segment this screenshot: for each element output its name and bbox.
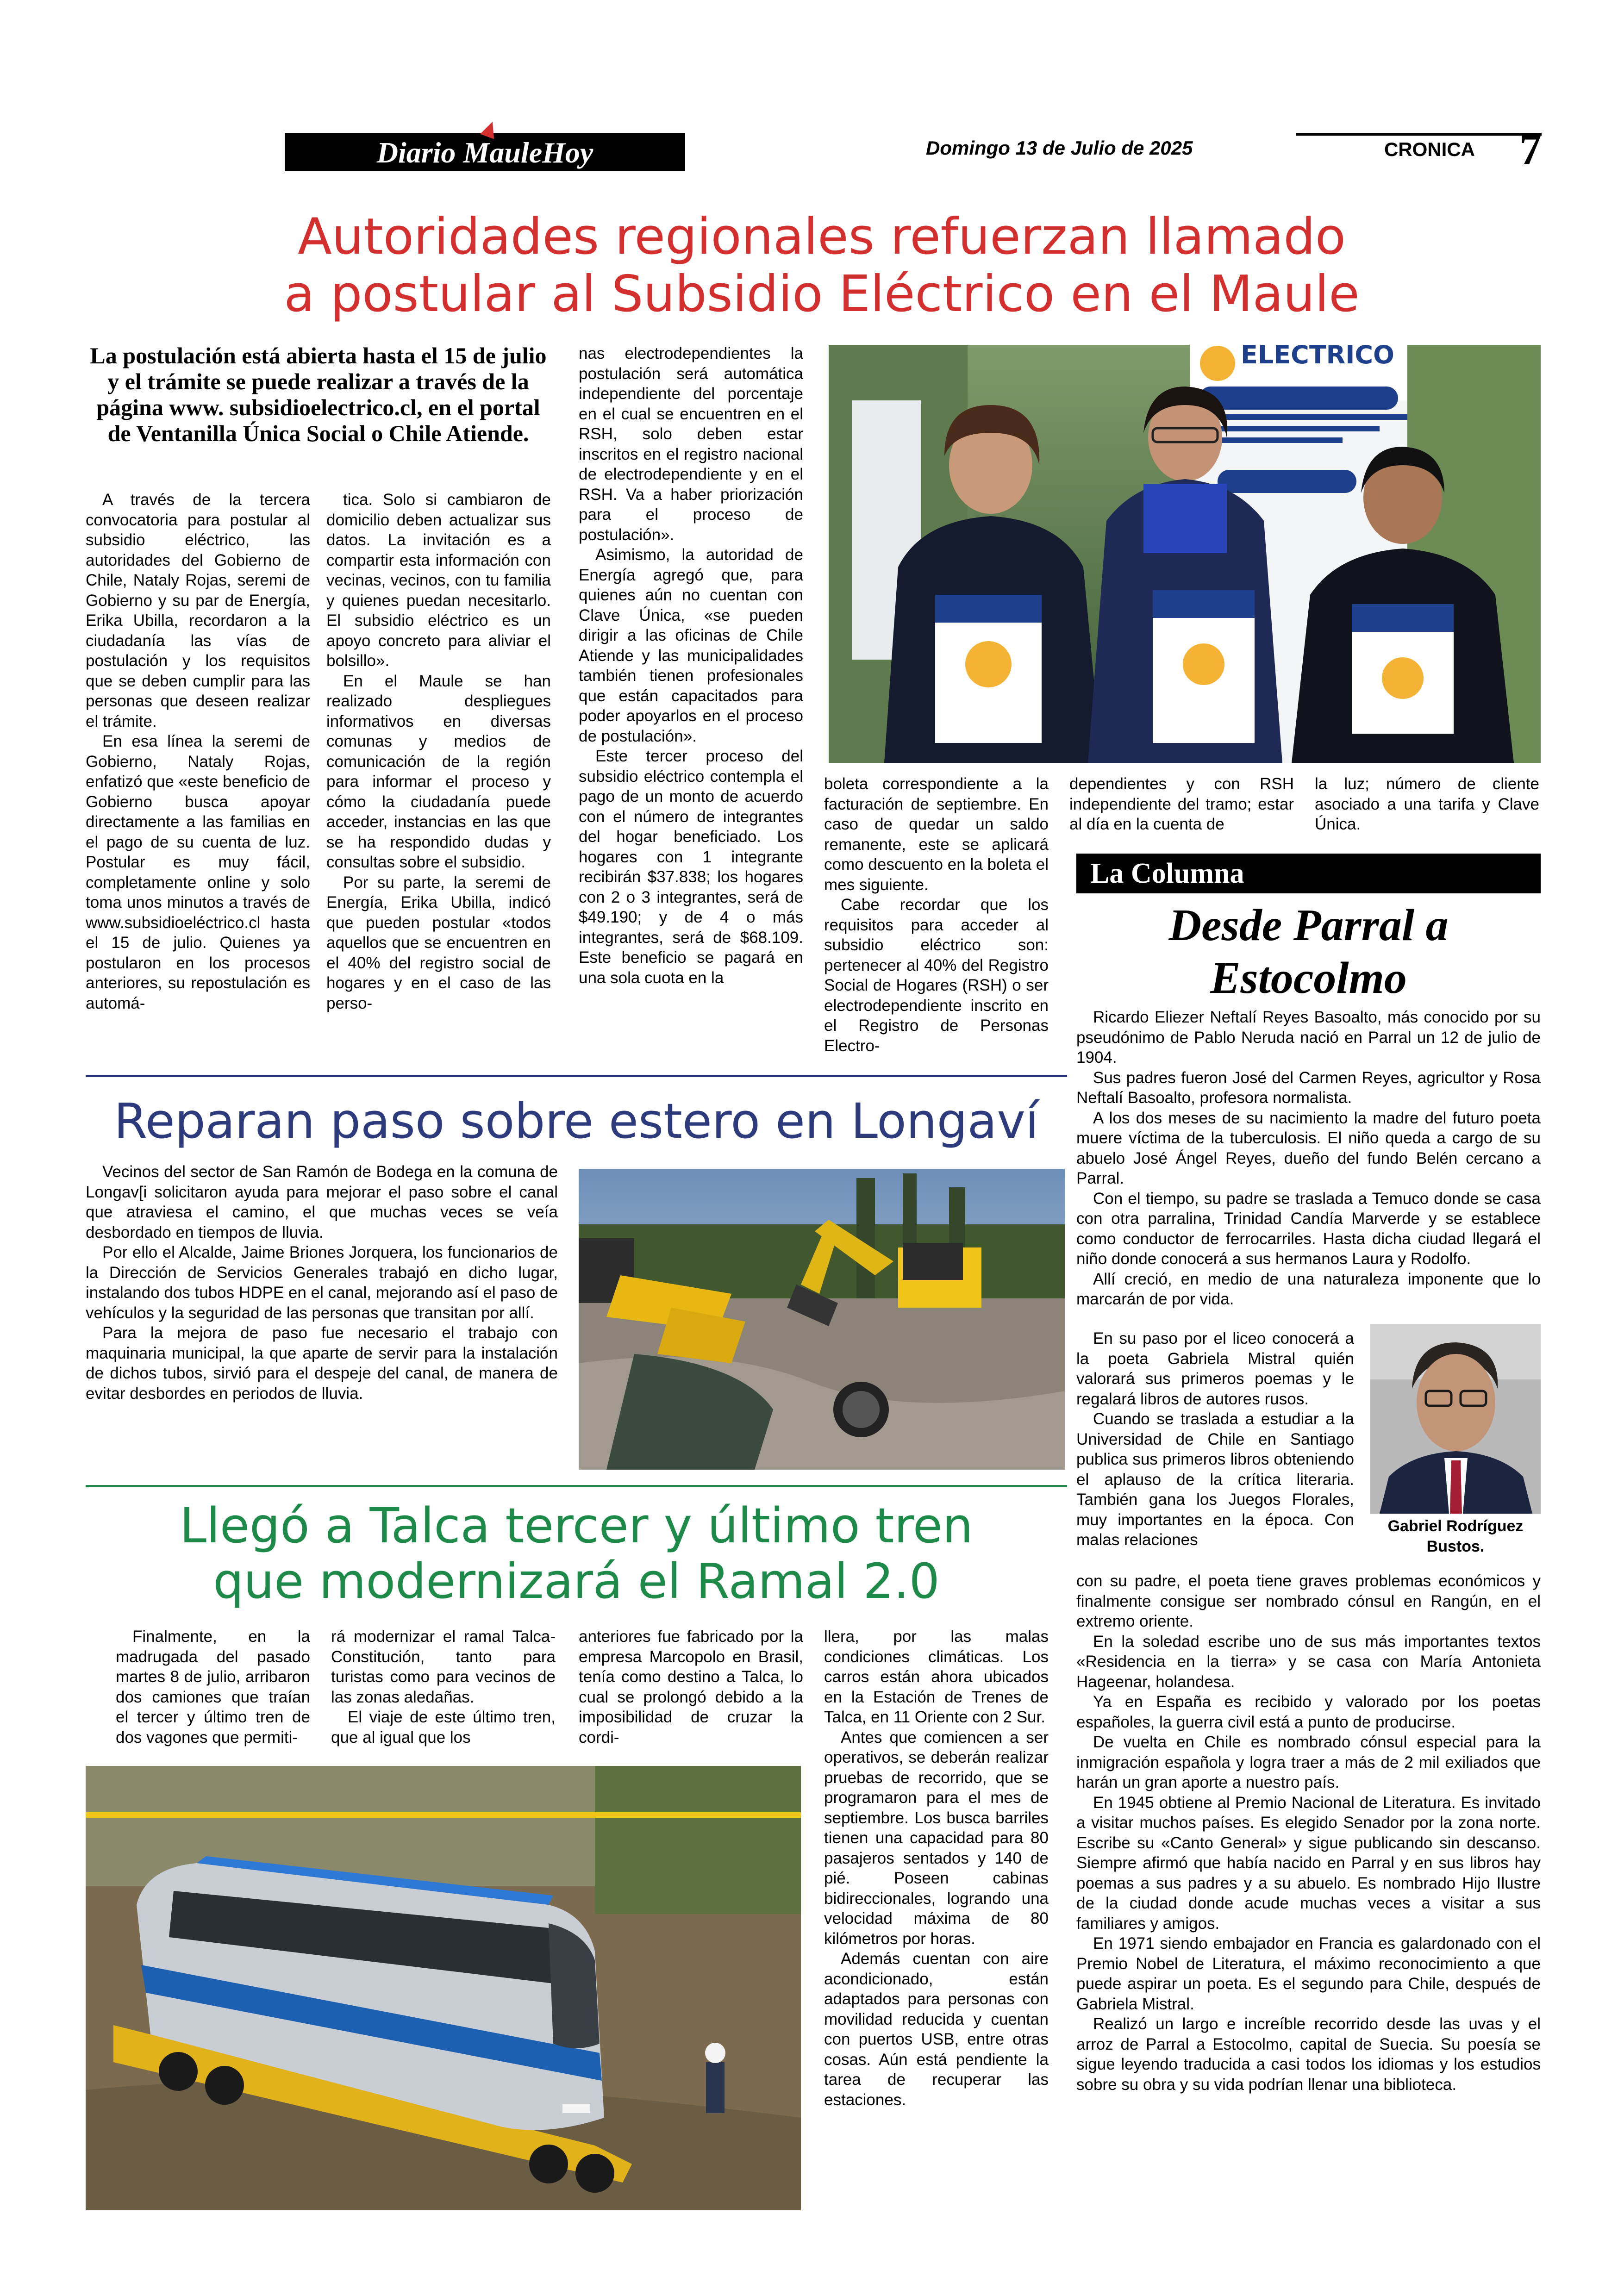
article1-col3 <box>579 343 803 1066</box>
article2-body <box>86 1162 558 1472</box>
column-paragraph: Allí creció, en medio de una naturaleza imponente que lo marcarán de por vida. <box>1076 1270 1541 1308</box>
article3-paragraph: anteriores fue fabricado por la empresa Marcopolo en Brasil, tenía como destino a Talca, lo cual se prolongó debido a la imposibilidad de cruzar la cordi- <box>579 1628 803 1746</box>
column-paragraph: En 1971 siendo embajador en Francia es galardonado con el Premio Nobel de Literatura, el máximo reconocimiento a que puede aspirar un poeta. Es el segundo para Chile, después de Gabriela Mistral. <box>1076 1934 1541 2013</box>
article1-paragraph: Este tercer proceso del subsidio eléctrico contempla el pago de un monto de acuerdo con el número de integrantes del hogar beneficiado. Los hogares con 1 integrante recibirán $37.838; los hogares con 2 o 3 integrantes, será de $49.190; y de 4 o más integrantes, será de $68.109. Este beneficio se pagará en una sola cuota en la <box>579 747 803 987</box>
logo-text-diario: Diario <box>376 136 463 169</box>
article3-headline-line1: Llegó a Talca tercer y último tren <box>180 1497 973 1554</box>
article1-paragraph: Por su parte, la seremi de Energía, Erika Ubilla, indicó que pueden postular «todos aquellos que se encuentren en el 40% del registro social de hogares y en el caso de las perso- <box>326 873 551 1012</box>
article3-headline-line2: que modernizará el Ramal 2.0 <box>213 1553 940 1609</box>
article3-col1 <box>116 1627 310 1761</box>
column-paragraph: Ya en España es recibido y valorado por los poetas españoles, la guerra civil está a punto de producirse. <box>1076 1693 1541 1731</box>
masthead-logo <box>285 134 685 171</box>
photo-banner-text: ELECTRICO <box>1241 345 1394 369</box>
column-paragraph: De vuelta en Chile es nombrado cónsul especial para la inmigración española y logra traer a más de 2 mil exiliados que harán un gran aporte a nuestro país. <box>1076 1733 1541 1791</box>
column-body-bottom <box>1076 1571 1541 2214</box>
column-body-narrow <box>1076 1328 1354 1574</box>
article3-col4 <box>824 1627 1049 2210</box>
column-author-name <box>1370 1516 1541 1558</box>
column-paragraph: Sus padres fueron José del Carmen Reyes, agricultor y Rosa Neftalí Basoalto, profesora normalista. <box>1076 1068 1541 1107</box>
divider-article1 <box>86 1075 1067 1077</box>
column-body-top <box>1076 1007 1541 1331</box>
article1-paragraph: la luz; número de cliente asociado a una tarifa y Clave Única. <box>1315 775 1539 833</box>
article1-lead: La postulación está abierta hasta el 15 de julio y el trámite se puede realizar a través de la página www. subsidioelectrico.cl, en el portal de Ventanilla Única Social o Chile Atiende. <box>90 343 547 446</box>
column-section-label <box>1076 854 1541 893</box>
column-title-line1: Desde Parral a <box>1168 900 1449 950</box>
article2-paragraph: Por ello el Alcalde, Jaime Briones Jorquera, los funcionarios de la Dirección de Servicios Generales trabajó en dicho lugar, instalando dos tubos HDPE en el canal, mejorando así el paso de vehículos y la seguridad de las personas que transitan por allí. <box>86 1243 558 1322</box>
article2-paragraph: Vecinos del sector de San Ramón de Bodega en la comuna de Longav[i solicitaron ayuda para mejorar el paso sobre el canal que atraviesa el camino, el que muchas veces se veía desbordado en tiempos de lluvia. <box>86 1163 558 1241</box>
article3-paragraph: rá modernizar el ramal Talca-Constitución, tanto para turistas como para vecinos de las zonas aledañas. <box>331 1628 556 1706</box>
article3-paragraph: Finalmente, en la madrugada del pasado martes 8 de julio, arribaron dos camiones que traían el tercer y último tren de dos vagones que permiti- <box>116 1628 310 1746</box>
article2-photo <box>579 1169 1065 1470</box>
article3-col3 <box>579 1627 803 1761</box>
article1-col2 <box>326 490 551 1064</box>
article3-paragraph: El viaje de este último tren, que al igual que los <box>331 1708 556 1746</box>
column-paragraph: A los dos meses de su nacimiento la madre del futuro poeta muere víctima de la tuberculosis. El niño queda a cargo de su abuelo José Ángel Reyes, dueño del fundo Belén cercano a Parral. <box>1076 1109 1541 1187</box>
column-author-line1: Gabriel Rodríguez <box>1387 1517 1524 1535</box>
article1-col5 <box>1069 774 1294 839</box>
article1-paragraph: boleta correspondiente a la facturación de septiembre. En caso de quedar un saldo remanente, este se aplicará como descuento en la boleta el mes siguiente. <box>824 775 1049 894</box>
article3-paragraph: Antes que comiencen a ser operativos, se deberán realizar pruebas de recorrido, que se programaron para el mes de septiembre. Los busca barriles tienen una capacidad para 80 pasajeros sentados y 140 de pié. Poseen cabinas bidireccionales, logrando una velocidad máxima de 80 kilómetros por horas. <box>824 1728 1049 1948</box>
column-paragraph: Cuando se traslada a estudiar a la Universidad de Chile en Santiago publica sus primeros libros obteniendo el aplauso de la crítica literaria. También gana los Juegos Florales, muy importantes en la época. Con malas relaciones <box>1076 1410 1354 1549</box>
column-paragraph: En 1945 obtiene al Premio Nacional de Literatura. Es invitado a visitar muchos países. Es elegido Senador por la zona norte. Escribe su «Canto General» y sigue publicando sin descanso. Siempre afirmó que había nacido en Parral y en sus libros hay poemas a sus padres y a su abuelo. Es nombrado Hijo Ilustre de la ciudad donde acude muchas veces a visitar a sus familiares y amigos. <box>1076 1793 1541 1933</box>
article1-paragraph: Asimismo, la autoridad de Energía agregó que, para quienes aún no cuentan con Clave Única, «se pueden dirigir a las oficinas de Chile Atiende y las municipalidades también tienen profesionales que están capacitados para poder apoyarlos en el proceso de postulación». <box>579 546 803 745</box>
article3-headline <box>86 1498 1067 1609</box>
masthead-page-number: 7 <box>1519 124 1542 174</box>
column-section-label-text: La Columna <box>1090 858 1244 889</box>
article3-paragraph: llera, por las malas condiciones climáticas. Los carros están ahora ubicados en la Estación de Trenes de Talca, en 11 Oriente con 2 Sur. <box>824 1628 1049 1726</box>
article2-headline: Reparan paso sobre estero en Longaví <box>114 1093 1039 1149</box>
article1-headline-line2: a postular al Subsidio Eléctrico en el Maule <box>284 265 1360 323</box>
column-paragraph: Realizó un largo e increíble recorrido desde las uvas y el arroz de Parral a Estocolmo, capital de Suecia. Su poesía se sigue leyendo traducida a casi todos los idiomas y los estudios sobre su obra y su vida podrían llenar una biblioteca. <box>1076 2015 1541 2094</box>
article1-paragraph: En el Maule se han realizado despliegues informativos en diversas comunas y medios de comunicación de la región para informar el proceso y cómo la ciudadanía puede acceder, instancias en las que se ha respondido dudas y consultas sobre el subsidio. <box>326 672 551 871</box>
article2-paragraph: Para la mejora de paso fue necesario el trabajo con maquinaria municipal, la que aparte de servir para la instalación de dichos tubos, sirvió para el despeje del canal, de manera de evitar desbordes en periodos de lluvia. <box>86 1324 558 1403</box>
logo-text-maulehoy: MauleHoy <box>463 136 593 169</box>
article1-paragraph: tica. Solo si cambiaron de domicilio deben actualizar sus datos. La invitación es a compartir esta información con vecinas, vecinos, con tu familia y quienes puedan necesitarlo. El subsidio eléctrico es un apoyo concreto para aliviar el bolsillo». <box>326 491 551 670</box>
column-paragraph: En la soledad escribe uno de sus más importantes textos «Residencia en la tierra» y se casa con María Antonieta Hageenar, holandesa. <box>1076 1632 1541 1691</box>
article1-col4 <box>824 774 1049 1066</box>
column-author-photo <box>1370 1324 1541 1514</box>
divider-article2 <box>86 1485 1067 1487</box>
article1-paragraph: nas electrodependientes la postulación será automática independiente del porcentaje en el cual se encuentren en el RSH, solo deben estar inscritos en el registro nacional de electrodependiente y en el RSH. Va a haber priorización para el proceso de postulación». <box>579 344 803 544</box>
article1-paragraph: dependientes y con RSH independiente del tramo; estar al día en la cuenta de <box>1069 775 1294 833</box>
masthead-date: Domingo 13 de Julio de 2025 <box>926 137 1193 159</box>
article1-photo <box>829 345 1541 763</box>
column-paragraph: Con el tiempo, su padre se traslada a Temuco donde se casa con otra parralina, Trinidad Candía Marverde y se establece como conductor de ferrocarriles. Hasta dicha ciudad llegará el niño donde conocerá a sus hermanos Laura y Rodolfo. <box>1076 1189 1541 1268</box>
article3-photo <box>86 1766 801 2210</box>
column-title <box>1076 899 1541 1005</box>
article1-paragraph: A través de la tercera convocatoria para postular al subsidio eléctrico, las autoridades del Gobierno de Chile, Nataly Rojas, seremi de Gobierno y su par de Energía, Erika Ubilla, recordaron a la ciudadanía las vías de postulación y los requisitos que se deben cumplir para las personas que deseen realizar el trámite. <box>86 491 310 730</box>
masthead <box>0 0 1624 185</box>
article1-col1 <box>86 490 310 1064</box>
column-paragraph: con su padre, el poeta tiene graves problemas económicos y finalmente consigue ser nombrado cónsul en Rangún, en el extremo oriente. <box>1076 1572 1541 1630</box>
article1-paragraph: En esa línea la seremi de Gobierno, Nataly Rojas, enfatizó que «este beneficio de Gobierno busca apoyar directamente a las familias en el pago de su cuenta de luz. Postular es muy fácil, completamente online y solo toma unos minutos a través de www.subsidioeléctrico.cl hasta el 15 de julio. Quienes ya postularon en los procesos anteriores, su repostulación es automá- <box>86 732 310 1012</box>
article1-col6 <box>1315 774 1539 839</box>
article3-paragraph: Además cuentan con aire acondicionado, están adaptados para personas con movilidad reducida y cuentan con puertos USB, entre otras cosas. Aún está pendiente la tarea de recuperar las estaciones. <box>824 1950 1049 2109</box>
column-paragraph: En su paso por el liceo conocerá a la poeta Gabriela Mistral quién valorará sus primeros poemas y le regalará libros de autores rusos. <box>1076 1329 1354 1408</box>
article3-col2 <box>331 1627 556 1761</box>
article1-headline-line1: Autoridades regionales refuerzan llamado <box>298 208 1346 266</box>
article1-paragraph: Cabe recordar que los requisitos para acceder al subsidio eléctrico son: pertenecer al 40% del Registro Social de Hogares (RSH) o ser electrodependiente inscrito en el Registro de Personas Electro- <box>824 896 1049 1055</box>
article1-headline <box>139 208 1505 329</box>
column-paragraph: Ricardo Eliezer Neftalí Reyes Basoalto, más conocido por su pseudónimo de Pablo Neruda nació en Parral un 12 de julio de 1904. <box>1076 1008 1541 1066</box>
column-author-line2: Bustos. <box>1426 1538 1485 1555</box>
masthead-section: CRONICA <box>1384 138 1475 160</box>
column-title-line2: Estocolmo <box>1210 953 1407 1003</box>
